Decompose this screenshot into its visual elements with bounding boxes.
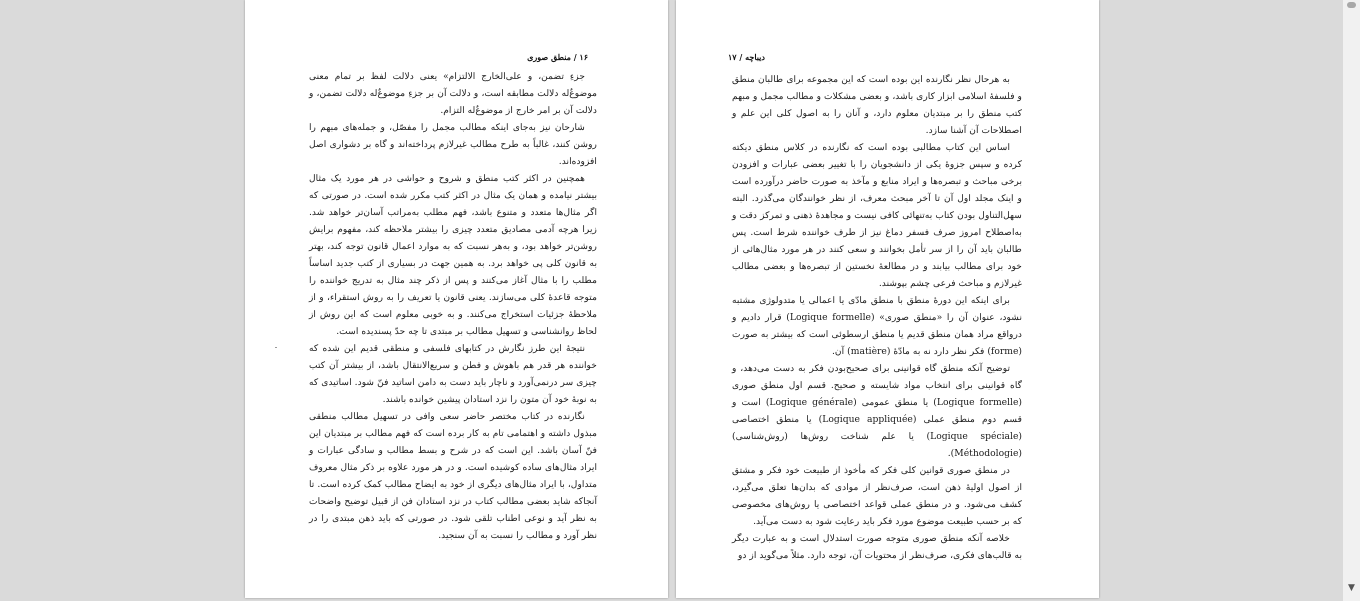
page-16 — [245, 0, 668, 598]
vertical-scrollbar[interactable] — [1343, 0, 1360, 601]
paragraph: توضیح آنکه منطق گاه قوانینی برای صحیح‌بودن فکر به دست می‌دهد، و گاه قوانینی برای انتخاب مواد شایسته و صحیح. قسم اول منطق صوری (Logique formelle) یا منطق عمومی (Logique générale) است و قسم دوم منطق عملی (Logique appliquée) یا منطق اختصاصی (Logique spéciale) یا علم شناخت روش‌ها (روش‌شناسی) (Méthodologie). — [732, 363, 1023, 459]
page-body — [732, 71, 1022, 564]
page-17 — [676, 0, 1099, 598]
paragraph: شارحان نیز به‌جای اینکه مطالب مجمل را مفصّل، و جمله‌های مبهم را روشن کنند، غالباً به طرح مطالب غیرلازم پرداخته‌اند و گاه بر دشواری اصل افزوده‌اند. — [309, 122, 597, 167]
margin-mark — [275, 347, 277, 348]
scroll-down-arrow-icon[interactable]: ▼ — [1348, 583, 1355, 593]
paragraph: به هرحال نظر نگارنده این بوده است که این مجموعه برای طالبان منطق و فلسفهٔ اسلامی ابزار کاری باشد، و بعضی مشکلات و مطالب مجمل و مبهم کتب منطق را بر مبتدیان معلوم دارد، و آنان را به اصول کلی این علم و اصطلاحات آن آشنا سازد. — [732, 74, 1022, 136]
paragraph: اساس این کتاب مطالبی بوده است که نگارنده در کلاس منطق دیکته کرده و سپس جزوهٔ یکی از دانشجویان را با تغییر بعضی عبارات و افزودن برخی مباحث و تبصره‌ها و ایراد منابع و مآخذ به صورت حاضر درآورده است و اینک مجلد اول آن تا آخر مبحث معرف، از نظر خوانندگان می‌گذرد. البته سهل‌التناول بودن کتاب به‌تنهائی کافی نیست و مجاهدهٔ ذهنی و تمرکز دقت و به‌اصطلاح امروز صرف فسفر دماغ نیز از طرف خواننده شرط است. پس طالبان باید آن را از سر تأمل بخوانند و سعی کنند در هر مورد مثال‌هائی از خود برای مطالب بیابند و در مطالعهٔ نخستین از تبصره‌ها و بعضی مطالب غیرلازم و مباحث فرعی چشم بپوشند. — [732, 142, 1022, 289]
page-header: ۱۶ / منطق صوری — [527, 52, 588, 62]
paragraph: در منطق صوری قوانین کلی فکر که مأخوذ از طبیعت خود فکر و مشتق از اصول اولیهٔ ذهن است، صرف‌نظر از موادی که بدان‌ها تعلق می‌گیرد، کشف می‌شود. و در منطق عملی قواعد اختصاصی یا روش‌های مخصوصی که بر حسب طبیعت موضوع مورد فکر باید رعایت شود به دست می‌آید. — [732, 465, 1022, 527]
page-body — [309, 68, 597, 544]
paragraph: خلاصه آنکه منطق صوری متوجه صورت استدلال است و به عبارت دیگر به قالب‌های فکری، صرف‌نظر از محتویات آن، توجه دارد. مثلاً می‌گوید از دو — [732, 533, 1022, 561]
paragraph: برای اینکه این دورهٔ منطق با منطق مادّی یا اعمالی یا متدولوژی مشتبه نشود، عنوان آن را «منطق صوری» (Logique formelle) قرار دادیم و درواقع مراد همان منطق قدیم یا منطق ارسطوئی است که بیشتر به صورت (forme) فکر نظر دارد نه به مادّهٔ (matière) آن. — [732, 295, 1022, 357]
page-header: دیباچه / ۱۷ — [728, 52, 765, 62]
paragraph: نتیجهٔ این طرز نگارش در کتابهای فلسفی و منطقی قدیم این شده که خواننده هر قدر هم باهوش و فطن و سریع‌الانتقال باشد، از بیشتر آن کتب چیزی سر درنمی‌آورد و ناچار باید دست به دامن اساتید فنّ شود. اساتیدی که به نوبهٔ خود آن متون را نزد استادان پیشین خوانده باشند. — [309, 343, 597, 405]
paragraph: همچنین در اکثر کتب منطق و شروح و حواشی در هر مورد یک مثال بیشتر نیامده و همان یک مثال در اکثر کتب مکرر شده است. در صورتی که اگر مثال‌ها متعدد و متنوع باشد، فهم مطلب به‌مراتب آسان‌تر خواهد شد. زیرا هرچه آدمی مصادیق متعدد چیزی را بیشتر ملاحظه کند، مفهوم برایش روشن‌تر خواهد بود، و به‌هر نسبت که به موارد اعمال قانون توجه کند، بهتر به قانون کلی پی خواهد برد. به همین جهت در بسیاری از کتب جدید اساساً مطلب را با مثال آغاز می‌کنند و پس از ذکر چند مثال به تدریج خواننده را متوجه قاعدهٔ کلی می‌سازند. یعنی قانون یا تعریف را به روش استقراء، و از ملاحظهٔ جزئیات استخراج می‌کنند. و به خوبی معلوم است که این روش از لحاظ روانشناسی و تسهیل مطالب بر مبتدی تا چه حدّ پسندیده است. — [309, 173, 597, 337]
scroll-thumb[interactable] — [1347, 2, 1356, 8]
paragraph: جزءِ تضمن، و علی‌الخارج الالتزام» یعنی دلالت لفظ بر تمام معنی موضوعٌ‌له دلالت مطابقه است، و دلالت آن بر جزءِ موضوعٌ‌له دلالت تضمن، و دلالت آن بر امر خارج از موضوعٌ‌له التزام. — [309, 71, 597, 116]
paragraph: نگارنده در کتاب مختصر حاضر سعی وافی در تسهیل مطالب منطقی مبذول داشته و اهتمامی تام به کار برده است که فهم مطالب بر مبتدیان این فنّ آسان باشد. این است که در شرح و بسط مطالب و سادگی عبارات و ایراد مثال‌های ساده کوشیده است. و در هر مورد علاوه بر ذکر مثال معروف متداول، با ایراد مثال‌های دیگری از خود به ایضاح مطالب کمک کرده است. تا آنجاکه شاید بعضی مطالب کتاب در نزد استادان فن از قبیل توضیح واضحات به نظر آید و نوعی اطناب تلقی شود. در صورتی که باید ذهن مبتدی را در نظر آورد و مطالب را نسبت به آن سنجید. — [309, 411, 597, 541]
